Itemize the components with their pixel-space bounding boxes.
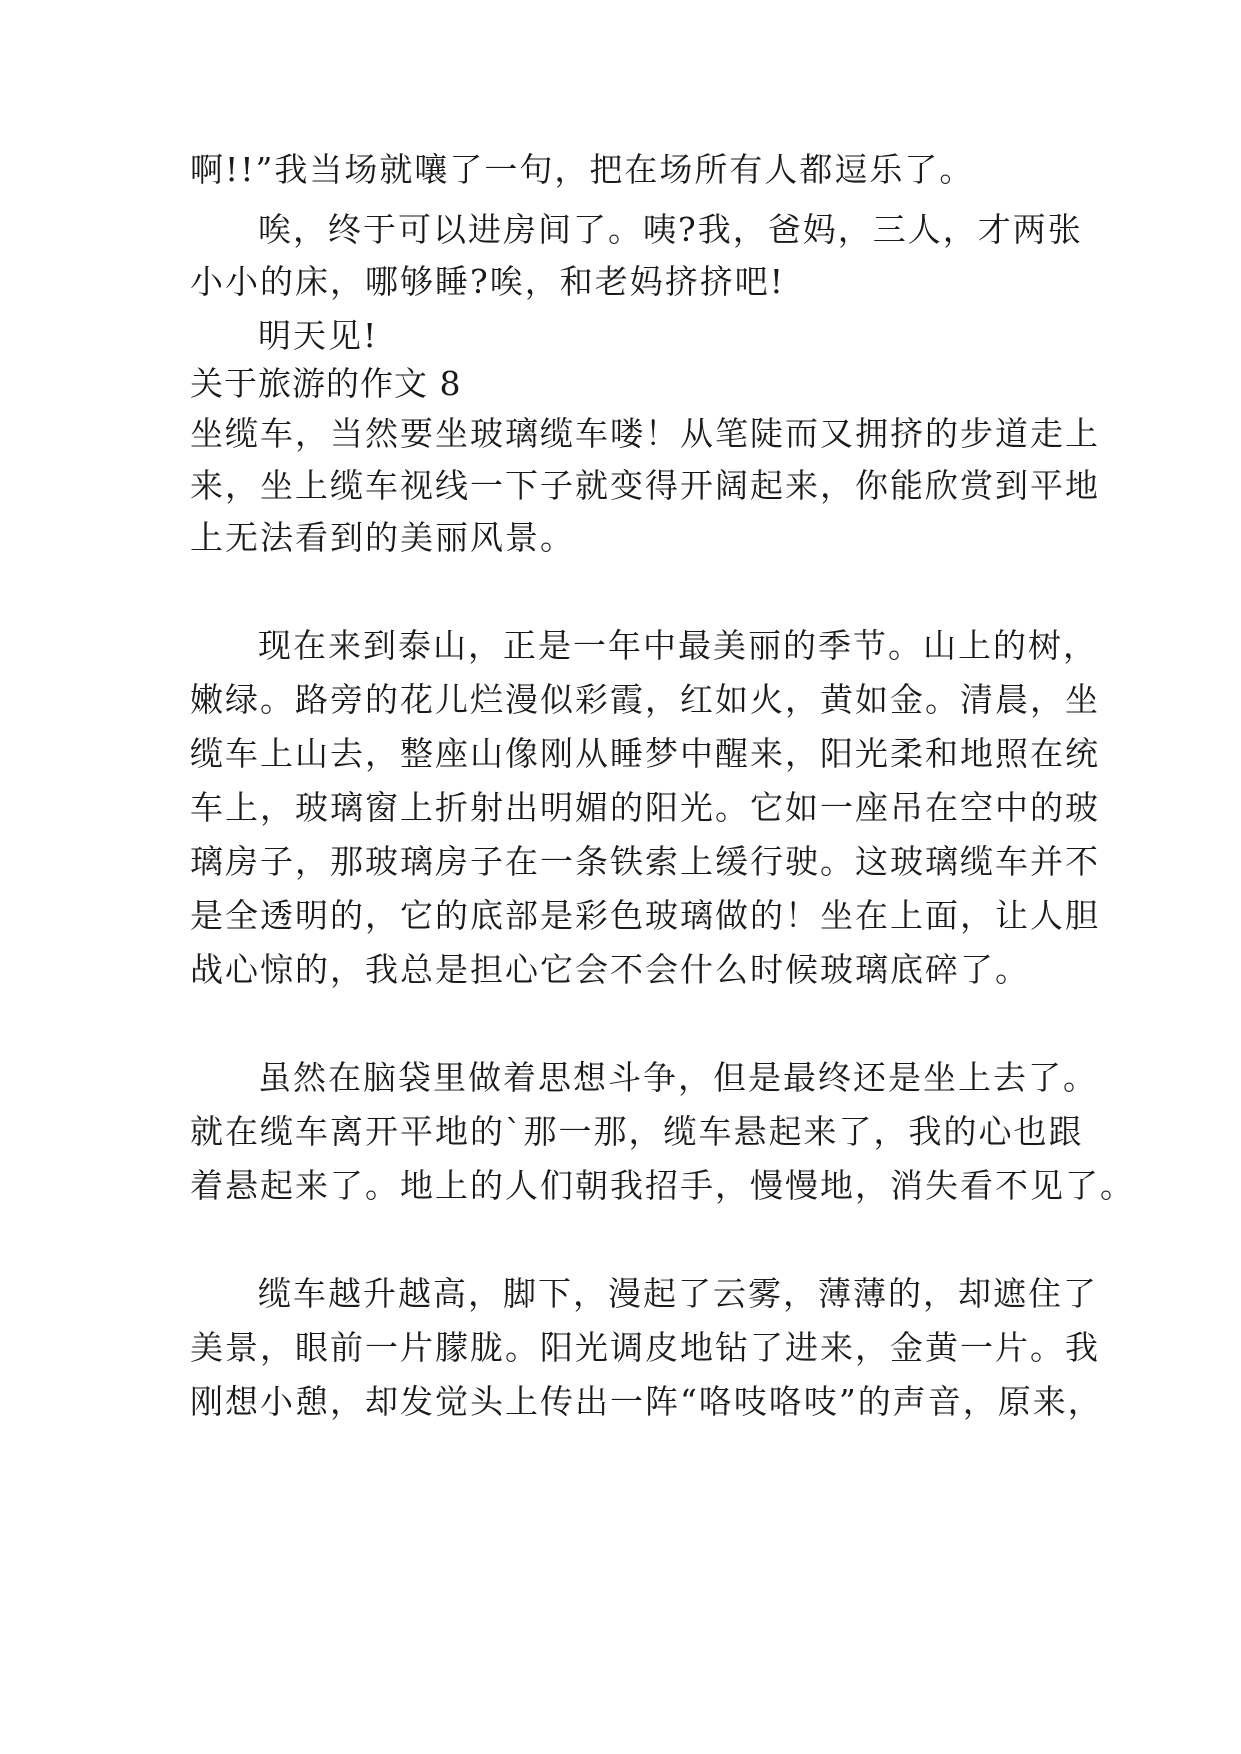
text-line: 战心惊的，我总是担心它会不会什么时候玻璃底碎了。 [190, 950, 1030, 989]
text-line: 虽然在脑袋里做着思想斗争，但是最终还是坐上去了。 [258, 1058, 1098, 1097]
text-line: 嫩绿。路旁的花儿烂漫似彩霞，红如火，黄如金。清晨，坐 [190, 680, 1100, 719]
text-line: 明天见! [258, 316, 379, 355]
text-line: 现在来到泰山，正是一年中最美丽的季节。山上的树， [258, 626, 1098, 665]
text-line: 唉，终于可以进房间了。咦?我，爸妈，三人，才两张 [258, 210, 1083, 249]
text-line: 着悬起来了。地上的人们朝我招手，慢慢地，消失看不见了。 [190, 1166, 1135, 1205]
text-line: 坐缆车，当然要坐玻璃缆车喽！从笔陡而又拥挤的步道走上 [190, 414, 1100, 453]
section-heading: 关于旅游的作文 8 [190, 364, 462, 403]
text-line: 璃房子，那玻璃房子在一条铁索上缓行驶。这玻璃缆车并不 [190, 842, 1100, 881]
text-line: 就在缆车离开平地的`那一那，缆车悬起来了，我的心也跟 [190, 1112, 1084, 1151]
text-line: 啊!!”我当场就嚷了一句，把在场所有人都逗乐了。 [190, 150, 975, 189]
text-line: 缆车越升越高，脚下，漫起了云雾，薄薄的，却遮住了 [258, 1274, 1098, 1313]
text-line: 车上，玻璃窗上折射出明媚的阳光。它如一座吊在空中的玻 [190, 788, 1100, 827]
text-line: 刚想小憩，却发觉头上传出一阵“咯吱咯吱”的声音，原来， [190, 1382, 1103, 1421]
text-line: 小小的床，哪够睡?唉，和老妈挤挤吧! [190, 262, 785, 301]
text-line: 来，坐上缆车视线一下子就变得开阔起来，你能欣赏到平地 [190, 466, 1100, 505]
text-line: 上无法看到的美丽风景。 [190, 518, 575, 557]
text-line: 缆车上山去，整座山像刚从睡梦中醒来，阳光柔和地照在统 [190, 734, 1100, 773]
text-line: 是全透明的，它的底部是彩色玻璃做的！坐在上面，让人胆 [190, 896, 1100, 935]
text-line: 美景，眼前一片朦胧。阳光调皮地钻了进来，金黄一片。我 [190, 1328, 1100, 1367]
